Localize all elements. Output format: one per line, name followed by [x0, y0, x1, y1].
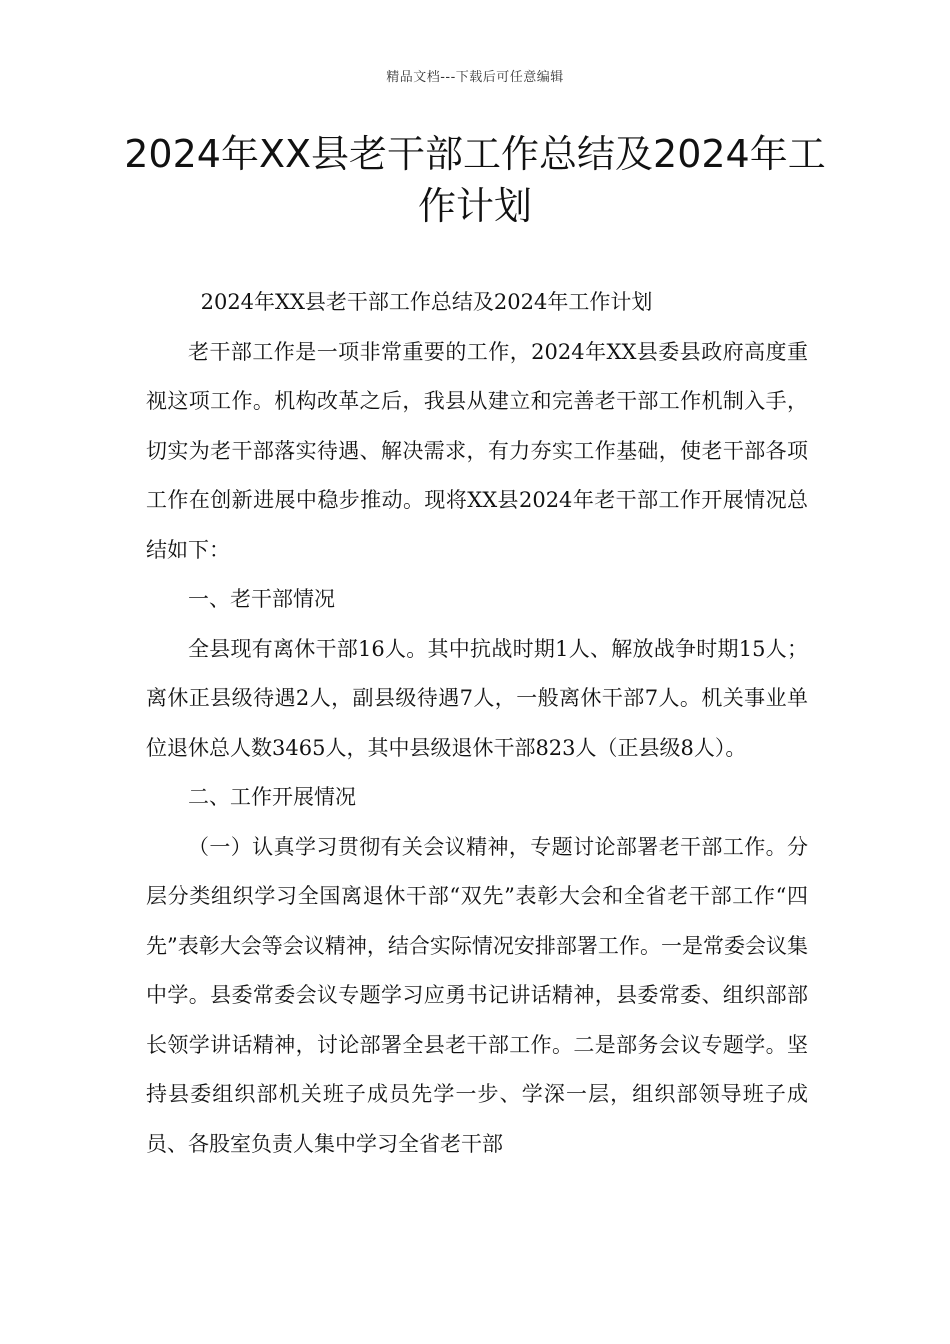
section-heading-1: 一、老干部情况 — [188, 587, 335, 611]
work-progress-paragraph: （一）认真学习贯彻有关会议精神，专题讨论部署老干部工作。分层分类组织学习全国离退休干部“双先”表彰大会和全省老干部工作“四先”表彰大会等会议精神，结合实际情况安排部署工作。一是常委会议集中学。县委常委会议专题学习应勇书记讲话精神，县委常委、组织部部长领学讲话精神，讨论部署全县老干部工作。二是部务会议专题学。坚持县委组织部机关班子成员先学一步、学深一层，组织部领导班子成员、各股室负责人集中学习全省老干部 — [146, 834, 808, 1156]
body-repeated-title: 2024年XX县老干部工作总结及2024年工作计划 — [200, 290, 653, 314]
document-body — [146, 278, 808, 1169]
intro-paragraph: 老干部工作是一项非常重要的工作，2024年XX县委县政府高度重视这项工作。机构改革之后，我县从建立和完善老干部工作机制入手，切实为老干部落实待遇、解决需求，有力夯实工作基础，使老干部各项工作在创新进展中稳步推动。现将XX县2024年老干部工作开展情况总结如下： — [146, 339, 808, 562]
header-note: 精品文档---下载后可任意编辑 — [386, 70, 564, 85]
staff-situation-paragraph: 全县现有离休干部16人。其中抗战时期1人、解放战争时期15人；离休正县级待遇2人，副县级待遇7人，一般离休干部7人。机关事业单位退休总人数3465人，其中县级退休干部823人（正县级8人）。 — [146, 636, 808, 760]
section-heading-2: 二、工作开展情况 — [188, 785, 356, 809]
document-title: 2024年XX县老干部工作总结及2024年工作计划 — [124, 132, 826, 228]
